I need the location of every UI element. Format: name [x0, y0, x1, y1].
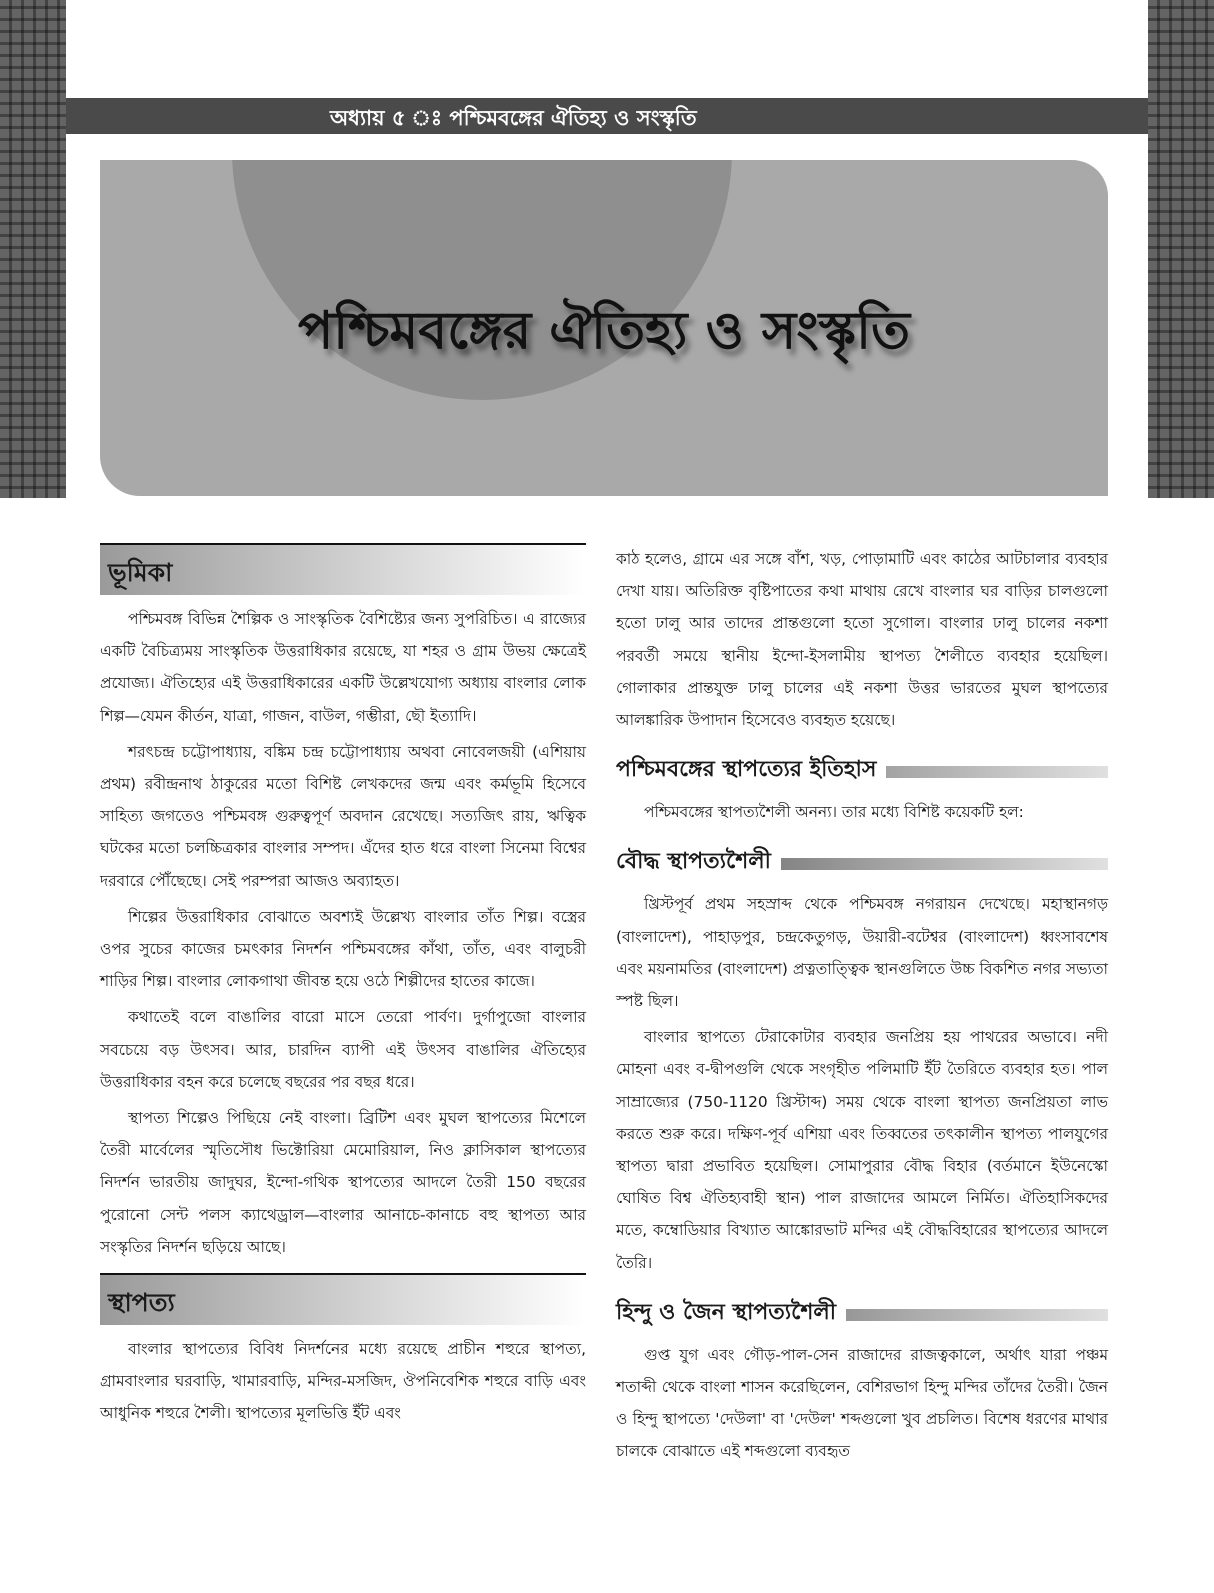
intro-paragraph-3: শিল্পের উত্তরাধিকার বোঝাতে অবশ্যই উল্লেখ্য বাংলার তাঁত শিল্প। বস্ত্রের ওপর সুচের কাজের চমৎকার নিদর্শন পশ্চিমবঙ্গের কাঁথা, তাঁত, এবং বালুচরী শাড়ির শিল্প। বাংলার লোকগাথা জীবন্ত হয়ে ওঠে শিল্পীদের হাতের কাজে।: [100, 907, 586, 991]
right-column: [616, 543, 1108, 1472]
architecture-paragraph-1: বাংলার স্থাপত্যের বিবিধ নিদর্শনের মধ্যে রয়েছে প্রাচীন শহুরে স্থাপত্য, গ্রামবাংলার ঘরবাড়ি, খামারবাড়ি, মন্দির-মসজিদ, ঔপনিবেশিক শহুরে বাড়ি এবং আধুনিক শহুরে শৈলী। স্থাপত্যের মূলভিত্তি ইঁট এবং: [100, 1340, 586, 1423]
intro-paragraph-5: স্থাপত্য শিল্পেও পিছিয়ে নেই বাংলা। ব্রিটিশ এবং মুঘল স্থাপত্যের মিশেলে তৈরী মার্বেলের স্মৃতিসৌধ ভিক্টোরিয়া মেমোরিয়াল, নিও ক্লাসিকাল স্থাপত্যের নিদর্শন ভারতীয় জাদুঘর, ইন্দো-গথিক স্থাপত্যের আদলে তৈরী 150 বছরের পুরোনো সেন্ট পলস ক্যাথেড্রাল—বাংলার আনাচে-কানাচে বহু স্থাপত্য আর সংস্কৃতির নিদর্শন ছড়িয়ে আছে।: [100, 1109, 586, 1256]
history-paragraph-1: পশ্চিমবঙ্গের স্থাপত্যশৈলী অনন্য। তার মধ্যে বিশিষ্ট কয়েকটি হল:: [644, 803, 1024, 822]
subheading-buddhist: [616, 840, 1108, 880]
decorative-grid-right: [1148, 0, 1214, 498]
title-banner: [100, 160, 1108, 496]
section-heading-architecture-label: স্থাপত্য: [108, 1288, 175, 1318]
page-title: পশ্চিমবঙ্গের ঐতিহ্য ও সংস্কৃতি: [298, 300, 910, 361]
subheading-history-label: পশ্চিমবঙ্গের স্থাপত্যের ইতিহাস: [616, 752, 886, 789]
chapter-label: অধ্যায় ৫ ঃ পশ্চিমবঙ্গের ঐতিহ্য ও সংস্কৃতি: [330, 106, 697, 130]
intro-paragraph-4: কথাতেই বলে বাঙালির বারো মাসে তেরো পার্বণ। দুর্গাপুজো বাংলার সবচেয়ে বড় উৎসব। আর, চারদিন ব্যাপী এই উৎসব বাঙালির ঐতিহ্যের উত্তরাধিকার বহন করে চলেছে বছরের পর বছর ধরে।: [100, 1008, 586, 1091]
left-column: [100, 543, 586, 1434]
subheading-hindu-jain-label: হিন্দু ও জৈন স্থাপত্যশৈলী: [616, 1295, 846, 1332]
chapter-bar: [66, 98, 1148, 134]
buddhist-paragraph-2: বাংলার স্থাপত্যে টেরাকোটার ব্যবহার জনপ্রিয় হয় পাথরের অভাবে। নদী মোহনা এবং ব-দ্বীপগুলি থেকে সংগৃহীত পলিমাটি ইঁট তৈরিতে ব্যবহার হত। পাল সাম্রাজ্যের (750-1120 খ্রিস্টাব্দ) সময় থেকে বাংলা স্থাপত্য জনপ্রিয়তা লাভ করতে শুরু করে। দক্ষিণ-পূর্ব এশিয়া এবং তিব্বতের তৎকালীন স্থাপত্য পালযুগের স্থাপত্য দ্বারা প্রভাবিত হয়েছিল। সোমাপুরার বৌদ্ধ বিহার (বর্তমানে ইউনেস্কো ঘোষিত বিশ্ব ঐতিহ্যবাহী স্থান) পাল রাজাদের আমলে নির্মিত। ঐতিহাসিকদের মতে, কম্বোডিয়ার বিখ্যাত আঙ্কোরভাট মন্দির এই বৌদ্ধবিহারের স্থাপত্যের আদলে তৈরি।: [616, 1028, 1108, 1272]
buddhist-paragraph-1: খ্রিস্টপূর্ব প্রথম সহস্রাব্দ থেকে পশ্চিমবঙ্গ নগরায়ন দেখেছে। মহাস্থানগড় (বাংলাদেশ), পাহাড়পুর, চন্দ্রকেতুগড়, উয়ারী-বটেশ্বর (বাংলাদেশ) ধ্বংসাবশেষ এবং ময়নামতির (বাংলাদেশ) প্রত্নতাত্ত্বিক স্থানগুলিতে উচ্চ বিকশিত নগর সভ্যতা স্পষ্ট ছিল।: [616, 895, 1108, 1011]
subheading-hindu-jain: [616, 1291, 1108, 1331]
section-heading-intro: [100, 543, 586, 595]
intro-paragraph-1: পশ্চিমবঙ্গ বিভিন্ন শৈল্পিক ও সাংস্কৃতিক বৈশিষ্ট্যের জন্য সুপরিচিত। এ রাজ্যের একটি বৈচিত্র্যময় সাংস্কৃতিক উত্তরাধিকার রয়েছে, যা শহর ও গ্রাম উভয় ক্ষেত্রেই প্রযোজ্য। ঐতিহ্যের এই উত্তরাধিকারের একটি উল্লেখযোগ্য অধ্যায় বাংলার লোক শিল্প—যেমন কীর্তন, যাত্রা, গাজন, বাউল, গম্ভীরা, ছৌ ইত্যাদি।: [100, 610, 586, 725]
decorative-grid-left: [0, 0, 66, 498]
continued-paragraph: কাঠ হলেও, গ্রামে এর সঙ্গে বাঁশ, খড়, পোড়ামাটি এবং কাঠের আটচালার ব্যবহার দেখা যায়। অতিরিক্ত বৃষ্টিপাতের কথা মাথায় রেখে বাংলার ঘর বাড়ির চালগুলো হতো ঢালু আর তাদের প্রান্তগুলো হতো সুগোল। বাংলার ঢালু চালের নকশা পরবর্তী সময়ে স্থানীয় ইন্দো-ইসলামীয় স্থাপত্য শৈলীতে ব্যবহার হয়েছিল। গোলাকার প্রান্তযুক্ত ঢালু চালের এই নকশা উত্তর ভারতের মুঘল স্থাপত্যের আলঙ্কারিক উপাদান হিসেবেও ব্যবহৃত হয়েছে।: [616, 550, 1108, 730]
section-heading-architecture: [100, 1273, 586, 1325]
hindu-jain-paragraph-1: গুপ্ত যুগ এবং গৌড়-পাল-সেন রাজাদের রাজত্বকালে, অর্থাৎ যারা পঞ্চম শতাব্দী থেকে বাংলা শাসন করেছিলেন, বেশিরভাগ হিন্দু মন্দির তাঁদের তৈরী। জৈন ও হিন্দু স্থাপত্যে 'দেউলা' বা 'দেউল' শব্দগুলো খুব প্রচলিত। বিশেষ ধরণের মাথার চালকে বোঝাতে এই শব্দগুলো ব্যবহৃত: [616, 1345, 1108, 1461]
intro-paragraph-2: শরৎচন্দ্র চট্টোপাধ্যায়, বঙ্কিম চন্দ্র চট্টোপাধ্যায় অথবা নোবেলজয়ী (এশিয়ায় প্রথম) রবীন্দ্রনাথ ঠাকুরের মতো বিশিষ্ট লেখকদের জন্ম এবং কর্মভূমি হিসেবে সাহিত্য জগতেও পশ্চিমবঙ্গ গুরুত্বপূর্ণ অবদান রেখেছে। সত্যজিৎ রায়, ঋত্বিক ঘটকের মতো চলচ্চিত্রকার বাংলার সম্পদ। এঁদের হাত ধরে বাংলা সিনেমা বিশ্বের দরবারে পৌঁছেছে। সেই পরম্পরা আজও অব্যাহত।: [100, 742, 586, 890]
subheading-buddhist-label: বৌদ্ধ স্থাপত্যশৈলী: [616, 844, 781, 881]
section-heading-intro-label: ভূমিকা: [108, 558, 173, 587]
subheading-history: [616, 748, 1108, 788]
